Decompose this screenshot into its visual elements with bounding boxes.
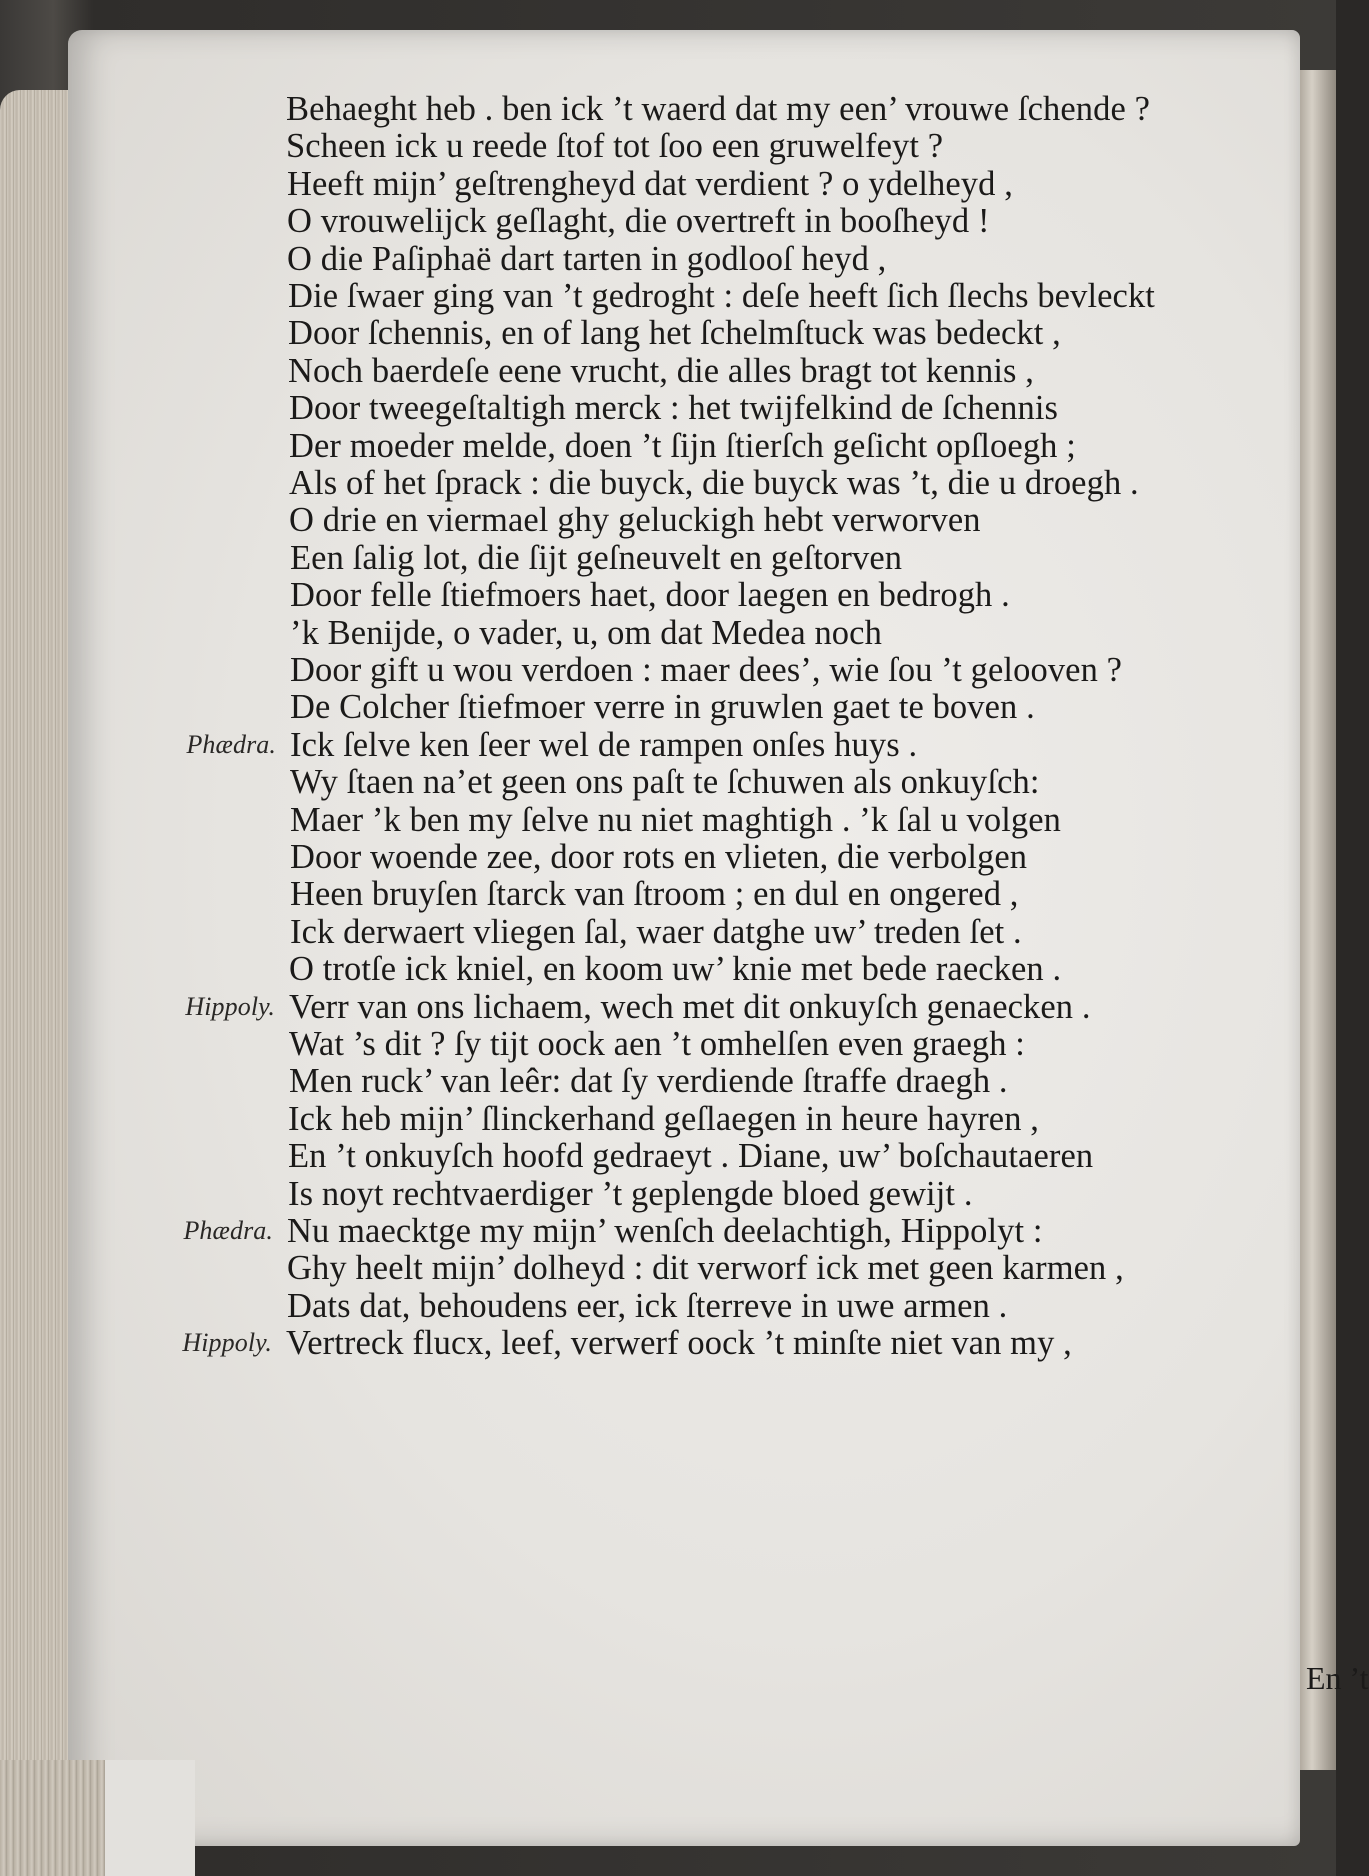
verse-line — [290, 614, 882, 653]
verse-line — [290, 875, 1019, 914]
verse-line — [183, 1212, 1043, 1251]
verse-text: Ick heb mijn’ ſlinckerhand geſlaegen in heure hayren , — [288, 1099, 1039, 1138]
right-page-edge — [1296, 70, 1336, 1770]
verse-line — [286, 90, 1150, 129]
verse-line — [186, 725, 918, 765]
verse-line — [287, 1249, 1124, 1288]
verse-line — [290, 539, 902, 578]
verse-text: O drie en viermael ghy geluckigh hebt verworven — [289, 501, 981, 540]
verse-text: Door felle ſtiefmoers haet, door laegen en bedrogh . — [290, 576, 1010, 615]
verse-line — [288, 1100, 1039, 1139]
verse-text: Ick ſelve ken ſeer wel de rampen onſes huys . — [290, 725, 918, 764]
verse-text: Ghy heelt mijn’ dolheyd : dit verworf ick met geen karmen , — [287, 1249, 1124, 1288]
verse-text: Die ſwaer ging van ’t gedroght : deſe heeft ſich ſlechs bevleckt — [288, 277, 1155, 315]
verse-text: Door gift u wou verdoen : maer dees’, wie ſou ’t gelooven ? — [290, 651, 1123, 689]
verse-text: Door woende zee, door rots en vlieten, die verbolgen — [290, 838, 1028, 876]
verse-line — [182, 1324, 1072, 1363]
verse-text: Wat ’s dit ? ſy tijt oock aen ’t omhelſen even graegh : — [289, 1025, 1025, 1063]
verse-text: O die Paſiphaë dart tarten in godlooſ heyd , — [287, 239, 887, 278]
book-page — [68, 30, 1369, 1846]
verse-line — [288, 1137, 1093, 1176]
verse-text: Als of het ſprack : die buyck, die buyck was ’t, die u droegh . — [289, 464, 1139, 502]
show-through-text — [1103, 190, 1283, 1530]
verse-text: ’k Benijde, o vader, u, om dat Medea noch — [290, 613, 882, 652]
thumbnail-page-stack — [0, 1760, 105, 1876]
verse-line — [290, 913, 1022, 952]
speaker-label: Hippoly. — [185, 991, 275, 1021]
catchword: En ’t — [1306, 1660, 1369, 1696]
verse-text: De Colcher ſtiefmoer verre in gruwlen gaet te boven . — [290, 688, 1035, 727]
verse-line — [287, 240, 886, 279]
verse-line — [287, 165, 1013, 204]
verse-text: Men ruck’ van leêr: dat ſy verdiende ſtraffe draegh . — [289, 1062, 1008, 1101]
verse-line — [288, 352, 1034, 391]
verse-line — [289, 464, 1139, 503]
verse-text: Ick derwaert vliegen ſal, waer datghe uw’ treden ſet . — [290, 912, 1022, 951]
verse-text: Behaeght heb . ben ick ’t waerd dat my een’ vrouwe ſchende ? — [286, 90, 1151, 128]
verse-line — [289, 501, 981, 540]
verse-line — [289, 950, 1061, 989]
verse-text: Door ſchennis, en of lang het ſchelmſtuck was bedeckt , — [288, 314, 1061, 353]
verse-line — [289, 1062, 1008, 1101]
verse-text: O vrouwelijck geſlaght, die overtreft in booſheyd ! — [287, 202, 990, 241]
verse-line — [289, 427, 1076, 466]
verse-text: Scheen ick u reede ſtof tot ſoo een gruwelfeyt ? — [286, 127, 944, 166]
verse-text: Heen bruyſen ſtarck van ſtroom ; en dul en ongered , — [290, 875, 1019, 914]
verse-text: Verr van ons lichaem, wech met dit onkuyſch genaecken . — [289, 987, 1091, 1026]
verse-text: Maer ’k ben my ſelve nu niet maghtigh . ’k ſal u volgen — [290, 800, 1062, 839]
verse-text: Nu maecktge my mijn’ wenſch deelachtigh, Hippolyt : — [287, 1212, 1043, 1250]
verse-line — [288, 277, 1155, 316]
verse-line — [290, 576, 1010, 615]
verse-text: Dats dat, behoudens eer, ick ſterreve in uwe armen . — [287, 1286, 1008, 1325]
verse-line — [290, 838, 1027, 877]
speaker-label: Phædra. — [186, 729, 276, 759]
thumbnail-page — [105, 1760, 195, 1876]
verse-text: O trotſe ick kniel, en koom uw’ knie met bede raecken . — [289, 950, 1062, 989]
verse-line — [290, 688, 1035, 727]
verse-text: En ’t onkuyſch hoofd gedraeyt . Diane, uw’ boſchautaeren — [288, 1137, 1094, 1176]
corner-thumbnail — [0, 1760, 195, 1876]
verse-line — [290, 801, 1061, 840]
verse-line — [288, 314, 1061, 353]
verse-text: Vertreck flucx, leef, verwerf oock ’t minſte niet van my , — [286, 1324, 1072, 1363]
verse-line — [288, 1175, 973, 1214]
verse-line — [289, 389, 1058, 428]
verse-line — [185, 987, 1091, 1027]
verse-line — [287, 1287, 1007, 1326]
verse-text: Heeft mijn’ geſtrengheyd dat verdient ? o ydelheyd , — [287, 164, 1013, 203]
verse-line — [289, 1025, 1025, 1064]
verse-text: Is noyt rechtvaerdiger ’t geplengde bloed gewijt . — [288, 1174, 973, 1213]
verse-line — [287, 202, 990, 241]
verse-line — [286, 127, 943, 166]
verse-line — [290, 763, 1040, 802]
verse-text: Een ſalig lot, die ſijt geſneuvelt en geſtorven — [290, 538, 903, 577]
verse-text: Noch baerdeſe eene vrucht, die alles bragt tot kennis , — [288, 351, 1035, 390]
verse-text: Wy ſtaen na’et geen ons paſt te ſchuwen als onkuyſch: — [290, 763, 1040, 802]
speaker-label: Hippoly. — [182, 1328, 272, 1358]
verse-text: Der moeder melde, doen ’t ſijn ſtierſch geſicht opſloegh ; — [289, 426, 1076, 465]
verse-line — [290, 651, 1122, 690]
verse-text: Door tweegeſtaltigh merck : het twijfelkind de ſchennis — [289, 389, 1059, 428]
speaker-label: Phædra. — [183, 1216, 273, 1245]
